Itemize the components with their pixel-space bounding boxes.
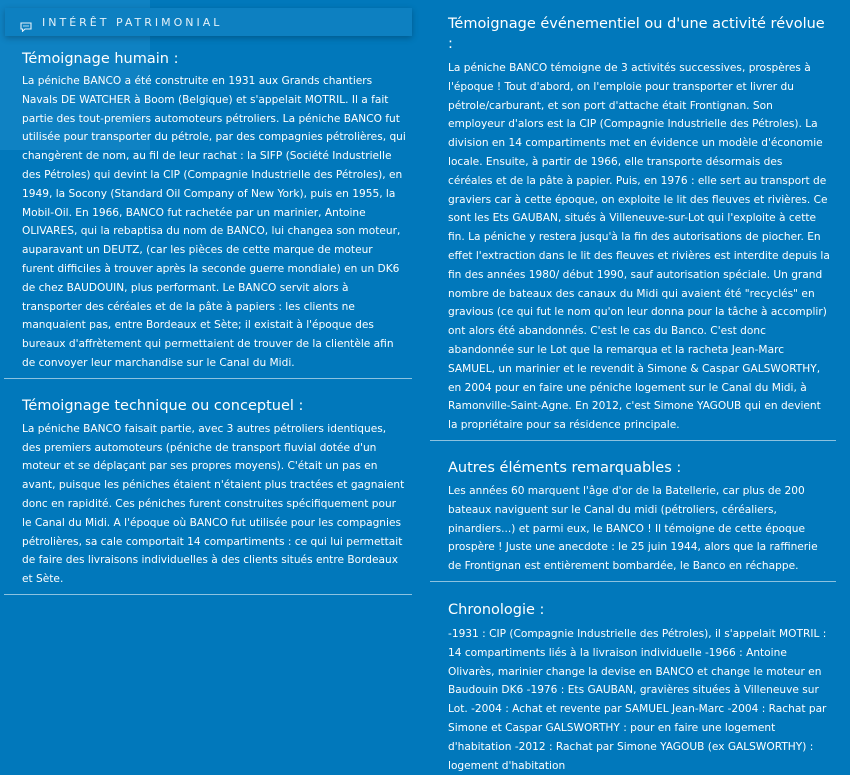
left-column	[4, 0, 412, 595]
section-text: La péniche BANCO a été construite en 1931 aux Grands chantiers Navals DE WATCHER à Boom (Belgique) et s'appelait MOTRIL. Il a fait partie des tout-premiers automoteurs pétroliers. La péniche BANCO fut utilisée pour transporter du pétrole, par des compagnies pétrolières, qui changèrent de nom, au fil de leur rachat : la SIFP (Société Industrielle des Pétroles) qui devint la CIP (Compagnie Industrielle des Pétroles), en 1949, la Socony (Standard Oil Company of New York), puis en 1955, la Mobil-Oil. En 1966, BANCO fut rachetée par un marinier, Antoine OLIVARES, qui la rebaptisa du nom de BANCO, lui changea son moteur, auparavant un DEUTZ, (car les pièces de cette marque de moteur furent difficiles à trouver après la seconde guerre mondiale) en un DK6 de chez BAUDOUIN, plus performant. Le BANCO servit alors à transporter des céréales et de la pâte à papiers : les clients ne manquaient pas, entre Bordeaux et Sète; il existait à l'époque des bureaux d'affrètement qui permettaient de trouver de la clientèle afin de convoyer leur marchandise sur le Canal du Midi.	[22, 75, 406, 369]
right-column	[430, 0, 836, 775]
section-text: La péniche BANCO faisait partie, avec 3 autres pétroliers identiques, des premiers automoteurs (péniche de transport fluvial dotée d'un moteur et se déplaçant par ses propres moyens). C'était un pas en avant, puisque les péniches étaient n'étaient plus tractées et gagnaient donc en rapidité. Ces péniches furent construites spécifiquement pour le Canal du Midi. A l'époque où BANCO fut utilisée pour les compagnies pétrolières, sa cale comportait 14 compartiments : ce qui lui permettait de faire des livraisons individuelles à des clients situés entre Bordeaux et Sète.	[22, 422, 405, 586]
section-title: Témoignage technique ou conceptuel :	[22, 397, 304, 414]
section-tab-header[interactable]	[5, 8, 412, 36]
section-text: La péniche BANCO témoigne de 3 activités successives, prospères à l'époque ! Tout d'abord, on l'emploie pour transporter et livrer du pétrole/carburant, et son port d'attache était Frontignan. Son employeur d'alors est la CIP (Compagnie Industrielle des Pétroles). La division en 14 compartiments met en évidence un modèle d'économie locale. Ensuite, à partir de 1966, elle transporte désormais des céréales et de la pâte à papier. Puis, en 1976 : elle sert au transport de graviers car à cette époque, on exploite le lit des fleuves et rivières. Ce sont les Ets GAUBAN, situés à Villeneuve-sur-Lot qui l'exploite à cette fin. La péniche y restera jusqu'à la fin des autorisations de piocher. En effet l'extraction dans le lit des fleuves et rivières est interdite depuis la fin des années 1980/ début 1990, sauf autorisation spéciale. Un grand nombre de bateaux des canaux du Midi qui avaient été "recyclés" en gravious (ce qui fut le nom qu'on leur donna pour la tâche à accomplir) ont alors été abandonnés. C'est le cas du Banco. C'est donc abandonnée sur le Lot que la remarqua et la racheta Jean-Marc SAMUEL, un marinier et le revendit à Simone & Caspar GALSWORTHY, en 2004 pour en faire une péniche logement sur le Canal du Midi, à Ramonville-Saint-Agne. En 2012, c'est Simone YAGOUB qui en devient la propriétaire pour sa résidence principale.	[448, 62, 830, 432]
section-title: Témoignage humain :	[22, 51, 179, 67]
section-chronologie	[430, 582, 836, 775]
section-temoignage-evenementiel	[430, 0, 836, 441]
section-temoignage-humain	[4, 0, 412, 379]
section-title: Chronologie :	[448, 601, 545, 618]
section-autres-elements	[430, 441, 836, 582]
section-title: Témoignage événementiel ou d'une activité révolue :	[448, 16, 825, 52]
section-temoignage-technique	[4, 379, 412, 595]
speech-bubble-icon	[20, 17, 32, 27]
section-title: Autres éléments remarquables :	[448, 459, 682, 476]
section-text: Les années 60 marquent l'âge d'or de la Batellerie, car plus de 200 bateaux naviguent sur le Canal du midi (pétroliers, céréaliers, pinardiers...) et parmi eux, le BANCO ! Il témoigne de cette époque prospère ! Juste une anecdote : le 25 juin 1944, alors que la raffinerie de Frontignan est entièrement bombardée, le Banco en réchappe.	[448, 484, 818, 573]
section-tab-label: INTÉRÊT PATRIMONIAL	[42, 15, 223, 29]
section-text: -1931 : CIP (Compagnie Industrielle des Pétroles), il s'appelait MOTRIL : 14 compartiments liés à la livraison individuelle -1966 : Antoine Olivarès, marinier change la devise en BANCO et change le moteur en Baudouin DK6 -1976 : Ets GAUBAN, gravières situées à Villeneuve sur Lot. -2004 : Achat et revente par SAMUEL Jean-Marc -2004 : Rachat par Simone et Caspar GALSWORTHY : pour en faire une logement d'habitation -2012 : Rachat par Simone YAGOUB (ex GALSWORTHY) : logement d'habitation	[448, 627, 827, 772]
